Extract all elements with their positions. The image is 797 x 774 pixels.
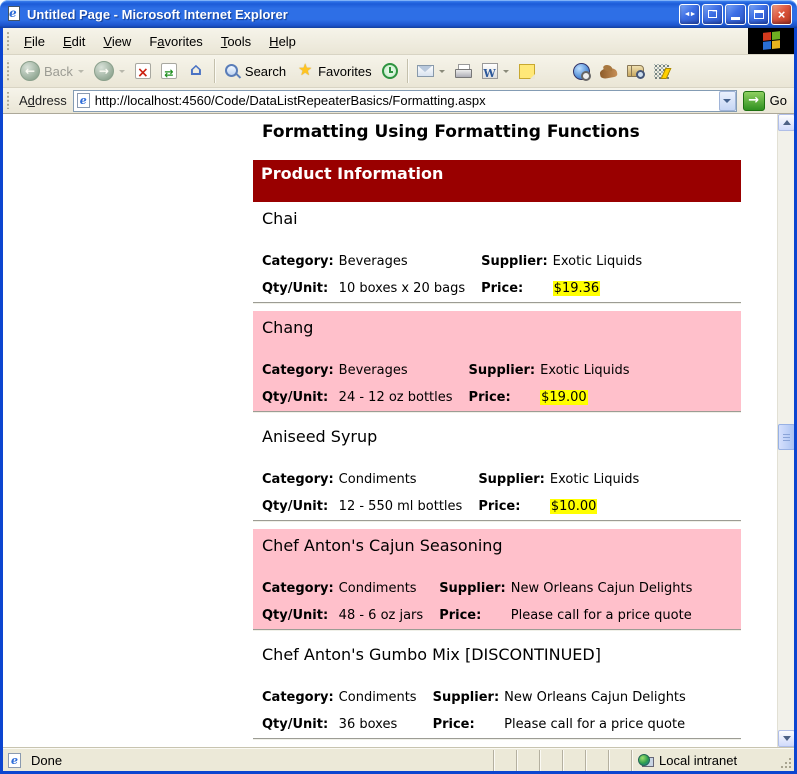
product-details-table [262, 684, 686, 738]
refresh-button[interactable] [156, 57, 182, 85]
page-content [3, 114, 794, 747]
product-name: Chef Anton's Cajun Seasoning [262, 536, 503, 555]
supplier-label: Supplier: [478, 472, 545, 487]
product-separator [253, 738, 741, 739]
price-value: Please call for a price quote [510, 608, 692, 623]
supplier-value: Exotic Liquids [552, 254, 643, 269]
vertical-scrollbar[interactable] [777, 114, 794, 747]
product-item [253, 420, 741, 520]
product-item [253, 529, 741, 629]
globe-search-icon [573, 63, 590, 80]
category-label: Category: [262, 690, 334, 705]
menu-file[interactable]: File [24, 33, 45, 49]
switch-button[interactable] [679, 4, 700, 25]
price-label: Price: [481, 281, 524, 296]
price-label: Price: [478, 499, 521, 514]
supplier-label: Supplier: [481, 254, 548, 269]
sticky-note-icon [519, 64, 535, 79]
address-bar [3, 88, 794, 114]
menu-tools[interactable]: Tools [220, 33, 252, 49]
supplier-value: Exotic Liquids [540, 363, 630, 378]
go-label: Go [769, 93, 787, 108]
detach-button[interactable] [702, 4, 723, 25]
stop-icon [135, 63, 151, 79]
price-highlight: $19.00 [541, 390, 587, 405]
url-text: http://localhost:4560/Code/DataListRepeaterBasics/Formatting.aspx [94, 93, 486, 108]
product-name: Chang [262, 318, 314, 337]
refresh-icon [161, 63, 177, 79]
history-icon [382, 63, 398, 79]
book-search-icon [627, 65, 644, 77]
product-separator [253, 302, 741, 303]
toolbar-buttons [15, 55, 794, 87]
product-details-table [262, 357, 630, 411]
status-pane-spacer [539, 750, 562, 771]
supplier-label: Supplier: [468, 363, 536, 378]
standard-toolbar [3, 55, 794, 88]
menu-bar [3, 28, 794, 55]
home-icon [187, 62, 205, 80]
zone-text: Local intranet [659, 753, 738, 768]
price-value [553, 275, 642, 302]
product-separator [253, 520, 741, 521]
category-value: Condiments [338, 472, 417, 487]
maximize-button[interactable] [748, 4, 769, 25]
stop-button[interactable] [130, 57, 156, 85]
windows-flag-icon [763, 31, 780, 50]
product-information-header: Product Information [253, 160, 741, 202]
address-input[interactable] [73, 90, 737, 112]
status-pane-spacer [585, 750, 608, 771]
printer-icon [455, 64, 472, 78]
product-item [253, 202, 741, 302]
ie-logo-icon: e [6, 6, 22, 22]
status-pane-spacer [493, 750, 516, 771]
supplier-label: Supplier: [432, 690, 500, 705]
history-button[interactable] [377, 57, 403, 85]
messenger-button[interactable] [649, 57, 674, 85]
search-label: Search [244, 63, 287, 79]
menu-help[interactable]: Help [269, 33, 296, 49]
product-item [253, 311, 741, 411]
dropdown-arrow-icon[interactable] [503, 70, 509, 73]
qty-value: 48 - 6 oz jars [338, 608, 424, 623]
qty-value: 36 boxes [338, 717, 398, 732]
address-dropdown-button[interactable] [719, 91, 736, 111]
category-value: Condiments [338, 581, 417, 596]
dropdown-arrow-icon[interactable] [119, 70, 125, 73]
product-list [253, 202, 741, 739]
scroll-up-button[interactable] [778, 114, 794, 131]
menu-view[interactable]: View [103, 33, 132, 49]
price-label: Price: [432, 717, 475, 732]
book-search-button[interactable] [622, 57, 649, 85]
go-button[interactable] [743, 91, 787, 111]
maximize-icon [754, 10, 764, 19]
price-value [540, 384, 629, 411]
product-item [253, 638, 741, 738]
title-bar[interactable] [0, 0, 797, 28]
scrollbar-thumb[interactable] [778, 424, 794, 450]
product-name: Chef Anton's Gumbo Mix [DISCONTINUED] [262, 645, 601, 664]
price-value: Please call for a price quote [504, 717, 686, 732]
local-intranet-icon [638, 754, 654, 768]
document-icon [8, 753, 21, 768]
security-zone-pane [631, 750, 779, 771]
product-separator [253, 411, 741, 412]
price-highlight: $19.36 [553, 281, 600, 296]
windows-logo-throbber [748, 28, 794, 54]
addressbar-grip[interactable] [6, 92, 10, 110]
supplier-label: Supplier: [439, 581, 506, 596]
favorites-button[interactable] [291, 57, 376, 85]
resize-grip[interactable] [779, 750, 794, 771]
product-details-table [262, 248, 642, 302]
qty-label: Qty/Unit: [262, 717, 329, 732]
page-heading: Formatting Using Formatting Functions [262, 122, 640, 142]
forward-button[interactable] [89, 57, 130, 85]
print-button[interactable] [450, 57, 477, 85]
category-label: Category: [262, 472, 334, 487]
favorites-label: Favorites [318, 63, 372, 79]
discussions-button[interactable] [595, 57, 622, 85]
back-button[interactable] [15, 57, 89, 85]
magnifier-icon [224, 63, 241, 80]
product-separator [253, 629, 741, 630]
address-label: Address [19, 93, 67, 108]
menu-items [15, 31, 748, 52]
price-label: Price: [439, 608, 482, 623]
supplier-value: New Orleans Cajun Delights [504, 690, 686, 705]
close-button[interactable] [771, 4, 792, 25]
go-arrow-icon [743, 91, 765, 111]
category-value: Beverages [338, 363, 408, 378]
qty-value: 24 - 12 oz bottles [338, 390, 453, 405]
close-icon: × [777, 6, 786, 22]
search-button[interactable] [219, 57, 291, 85]
grid-lightning-icon [654, 64, 669, 79]
dropdown-arrow-icon[interactable] [78, 70, 84, 73]
status-text: Done [31, 753, 63, 768]
status-bar [3, 747, 794, 771]
left-right-arrows-icon: ◄► [683, 10, 696, 18]
price-highlight: $10.00 [550, 499, 597, 514]
status-pane-spacer [516, 750, 539, 771]
toolbar-separator [214, 59, 215, 83]
window-controls [679, 4, 792, 25]
minimize-icon [731, 17, 740, 20]
scroll-down-button[interactable] [778, 730, 794, 747]
word-icon [482, 63, 498, 79]
category-label: Category: [262, 363, 334, 378]
window-title: Untitled Page - Microsoft Internet Explorer [27, 6, 288, 22]
price-label: Price: [468, 390, 511, 405]
supplier-value: Exotic Liquids [549, 472, 640, 487]
minimize-button[interactable] [725, 4, 746, 25]
supplier-value: New Orleans Cajun Delights [510, 581, 693, 596]
product-details-table [262, 575, 692, 629]
bird-icon [599, 67, 617, 80]
browser-chrome [0, 28, 797, 774]
page-body [253, 122, 741, 739]
category-value: Condiments [338, 690, 417, 705]
category-label: Category: [262, 581, 334, 596]
arrow-right-circle-icon [94, 61, 114, 81]
page-icon [77, 93, 90, 108]
status-pane-spacer [608, 750, 631, 771]
back-label: Back [44, 63, 73, 79]
toolbar-grip[interactable] [6, 60, 10, 82]
arrow-left-circle-icon [20, 61, 40, 81]
status-pane-spacer [562, 750, 585, 771]
research-button[interactable] [568, 57, 595, 85]
qty-label: Qty/Unit: [262, 281, 329, 296]
product-details-table [262, 466, 639, 520]
dropdown-arrow-icon[interactable] [439, 70, 445, 73]
category-value: Beverages [338, 254, 408, 269]
menu-edit[interactable]: Edit [62, 33, 86, 49]
mail-button[interactable] [412, 57, 450, 85]
toolbar-separator [407, 59, 408, 83]
star-icon [296, 62, 314, 80]
exit-box-icon [708, 10, 717, 18]
qty-value: 10 boxes x 20 bags [338, 281, 466, 296]
status-pane-done [3, 750, 493, 771]
home-button[interactable] [182, 57, 210, 85]
menubar-grip[interactable] [6, 32, 10, 50]
category-label: Category: [262, 254, 334, 269]
edit-word-button[interactable] [477, 57, 514, 85]
notes-button[interactable] [514, 57, 540, 85]
envelope-icon [417, 65, 434, 77]
product-name: Chai [262, 209, 298, 228]
product-name: Aniseed Syrup [262, 427, 378, 446]
qty-value: 12 - 550 ml bottles [338, 499, 463, 514]
qty-label: Qty/Unit: [262, 390, 329, 405]
menu-favorites[interactable]: Favorites [149, 33, 203, 49]
qty-label: Qty/Unit: [262, 608, 329, 623]
price-value [550, 493, 639, 520]
qty-label: Qty/Unit: [262, 499, 329, 514]
